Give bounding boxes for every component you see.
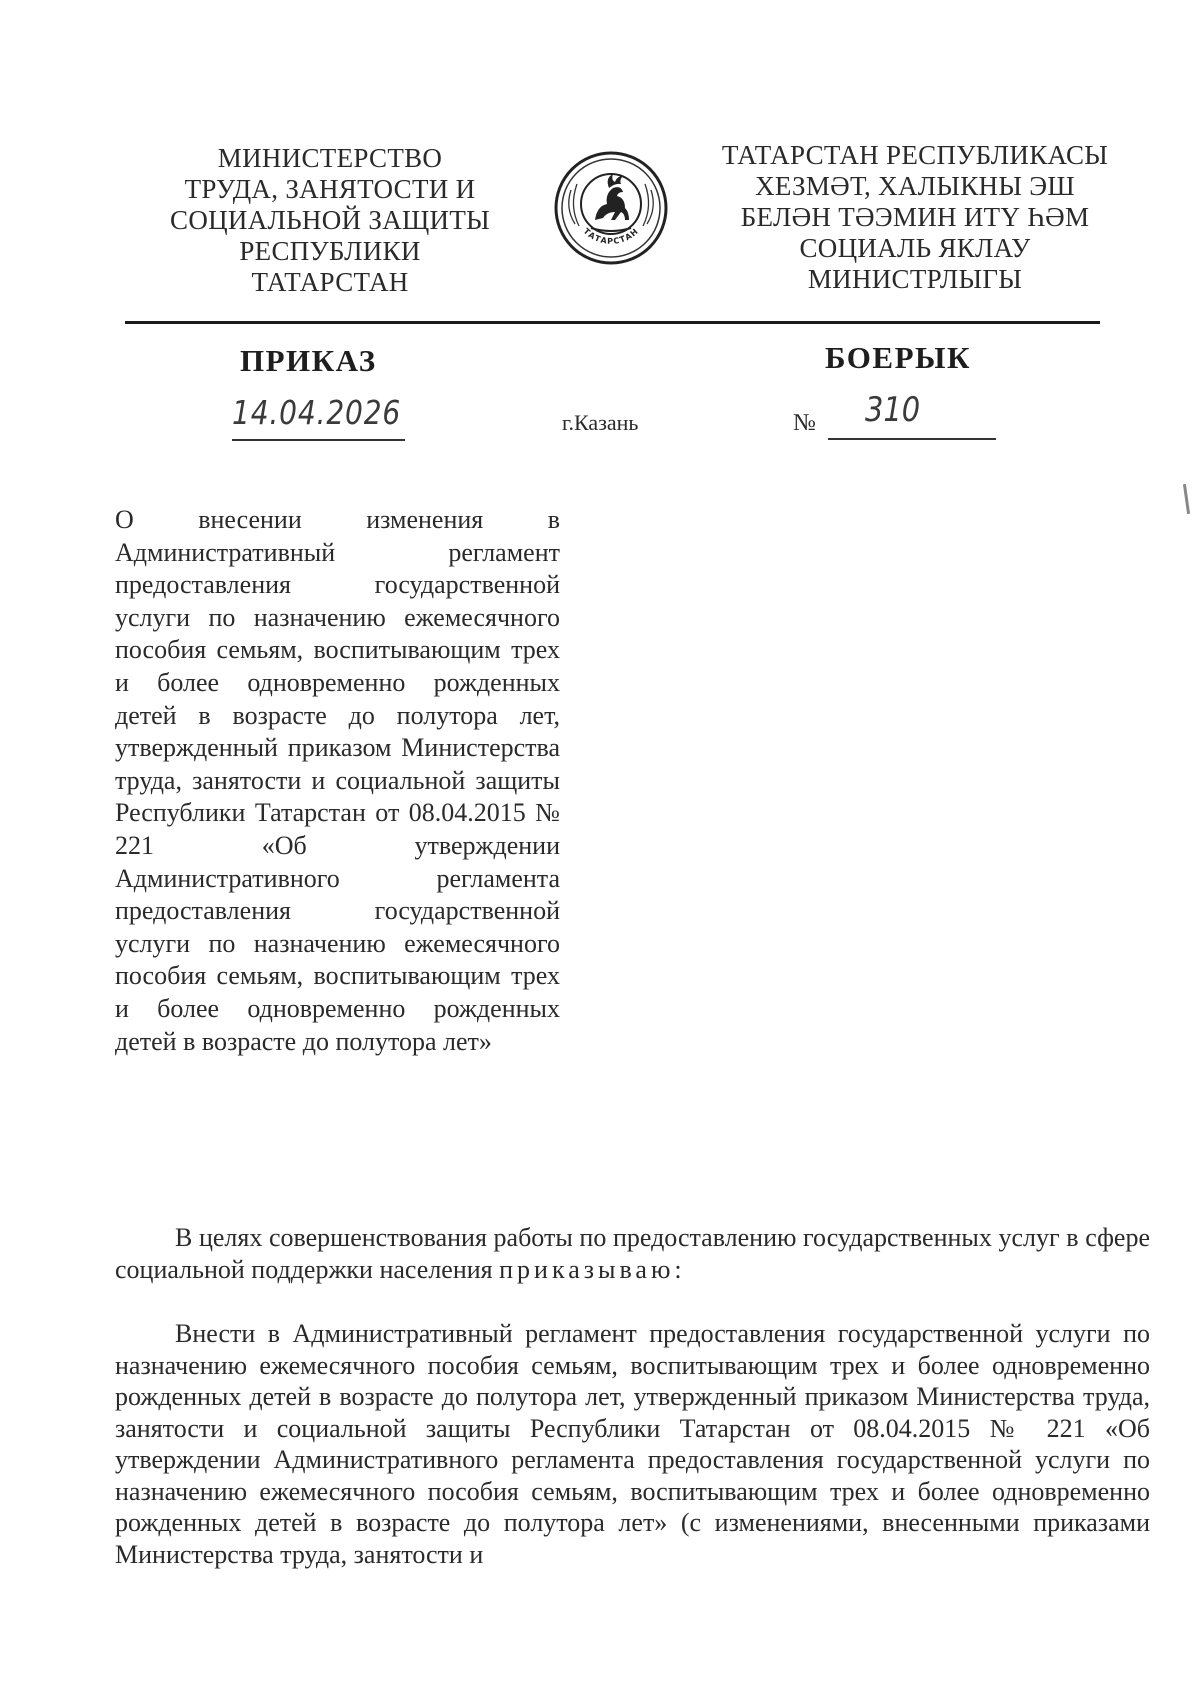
ministry-name-ru-line: ТАТАРСТАН — [251, 267, 409, 297]
ministry-name-ru-line: МИНИСТЕРСТВО — [217, 143, 443, 173]
header-divider — [125, 321, 1100, 324]
order-subject: О внесении изменения в Административный регламент предоставления государственной услуги по назначению ежемесячного пособия семьям, воспитывающим трех и более одновременно рожденных детей в возрасте до полутора лет, утвержденный приказом Министерства труда, занятости и социальной защиты Республики Татарстан от 08.04.2015 № 221 «Об утверждении Административного регламента предоставления государственной услуги по назначению ежемесячного пособия семьям, воспитывающим трех и более одновременно рожденных детей в возрасте до полутора лет» — [115, 505, 560, 1056]
ministry-name-tt-line: СОЦИАЛЬ ЯКЛАУ — [799, 233, 1031, 263]
ministry-name-ru-line: ТРУДА, ЗАНЯТОСТИ И — [184, 174, 476, 204]
ministry-name-tt-line: ТАТАРСТАН РЕСПУБЛИКАСЫ — [721, 140, 1109, 170]
date-underline — [232, 439, 405, 441]
ministry-name-tt — [700, 140, 1130, 295]
preamble-paragraph — [115, 1222, 1150, 1285]
scan-artifact — [1183, 484, 1190, 514]
order-date-handwritten: 14.04.2026 — [232, 393, 402, 432]
order-city: г.Казань — [562, 410, 639, 435]
number-underline — [828, 438, 996, 440]
order-title-ru: ПРИКАЗ — [240, 343, 377, 378]
order-number-handwritten: 310 — [865, 390, 921, 430]
ministry-name-tt-line: МИНИСТРЛЫГЫ — [807, 264, 1023, 294]
preamble-text: В целях совершенствования работы по предоставлению государственных услуг в сфере социальной поддержки населения — [115, 1223, 1150, 1284]
ministry-name-ru-line: РЕСПУБЛИКИ — [239, 236, 421, 266]
tatarstan-emblem-icon — [553, 150, 669, 266]
ministry-name-tt-line: БЕЛӘН ТӘЭМИН ИТҮ ҺӘМ — [740, 202, 1090, 232]
emblem-text: ТАТАРСТАН — [581, 226, 641, 246]
order-verb: приказываю: — [499, 1254, 686, 1284]
amendment-paragraph: Внести в Административный регламент предоставления государственной услуги по назначению ежемесячного пособия семьям, воспитывающим трех и более одновременно рожденных детей в возрасте до полутора лет, утвержденный приказом Министерства труда, занятости и социальной защиты Республики Татарстан от 08.04.2015 № 221 «Об утверждении Административного регламента предоставления государственной услуги по назначению ежемесячного пособия семьям, воспитывающим трех и более одновременно рожденных детей в возрасте до полутора лет» (с изменениями, внесенными приказами Министерства труда, занятости и — [115, 1319, 1150, 1569]
ministry-name-ru — [150, 143, 510, 298]
number-sign: № — [793, 410, 816, 436]
ministry-name-tt-line: ХЕЗМӘТ, ХАЛЫКНЫ ЭШ — [755, 171, 1075, 201]
ministry-name-ru-line: СОЦИАЛЬНОЙ ЗАЩИТЫ — [170, 205, 490, 235]
order-title-tt: БОЕРЫК — [825, 340, 971, 375]
